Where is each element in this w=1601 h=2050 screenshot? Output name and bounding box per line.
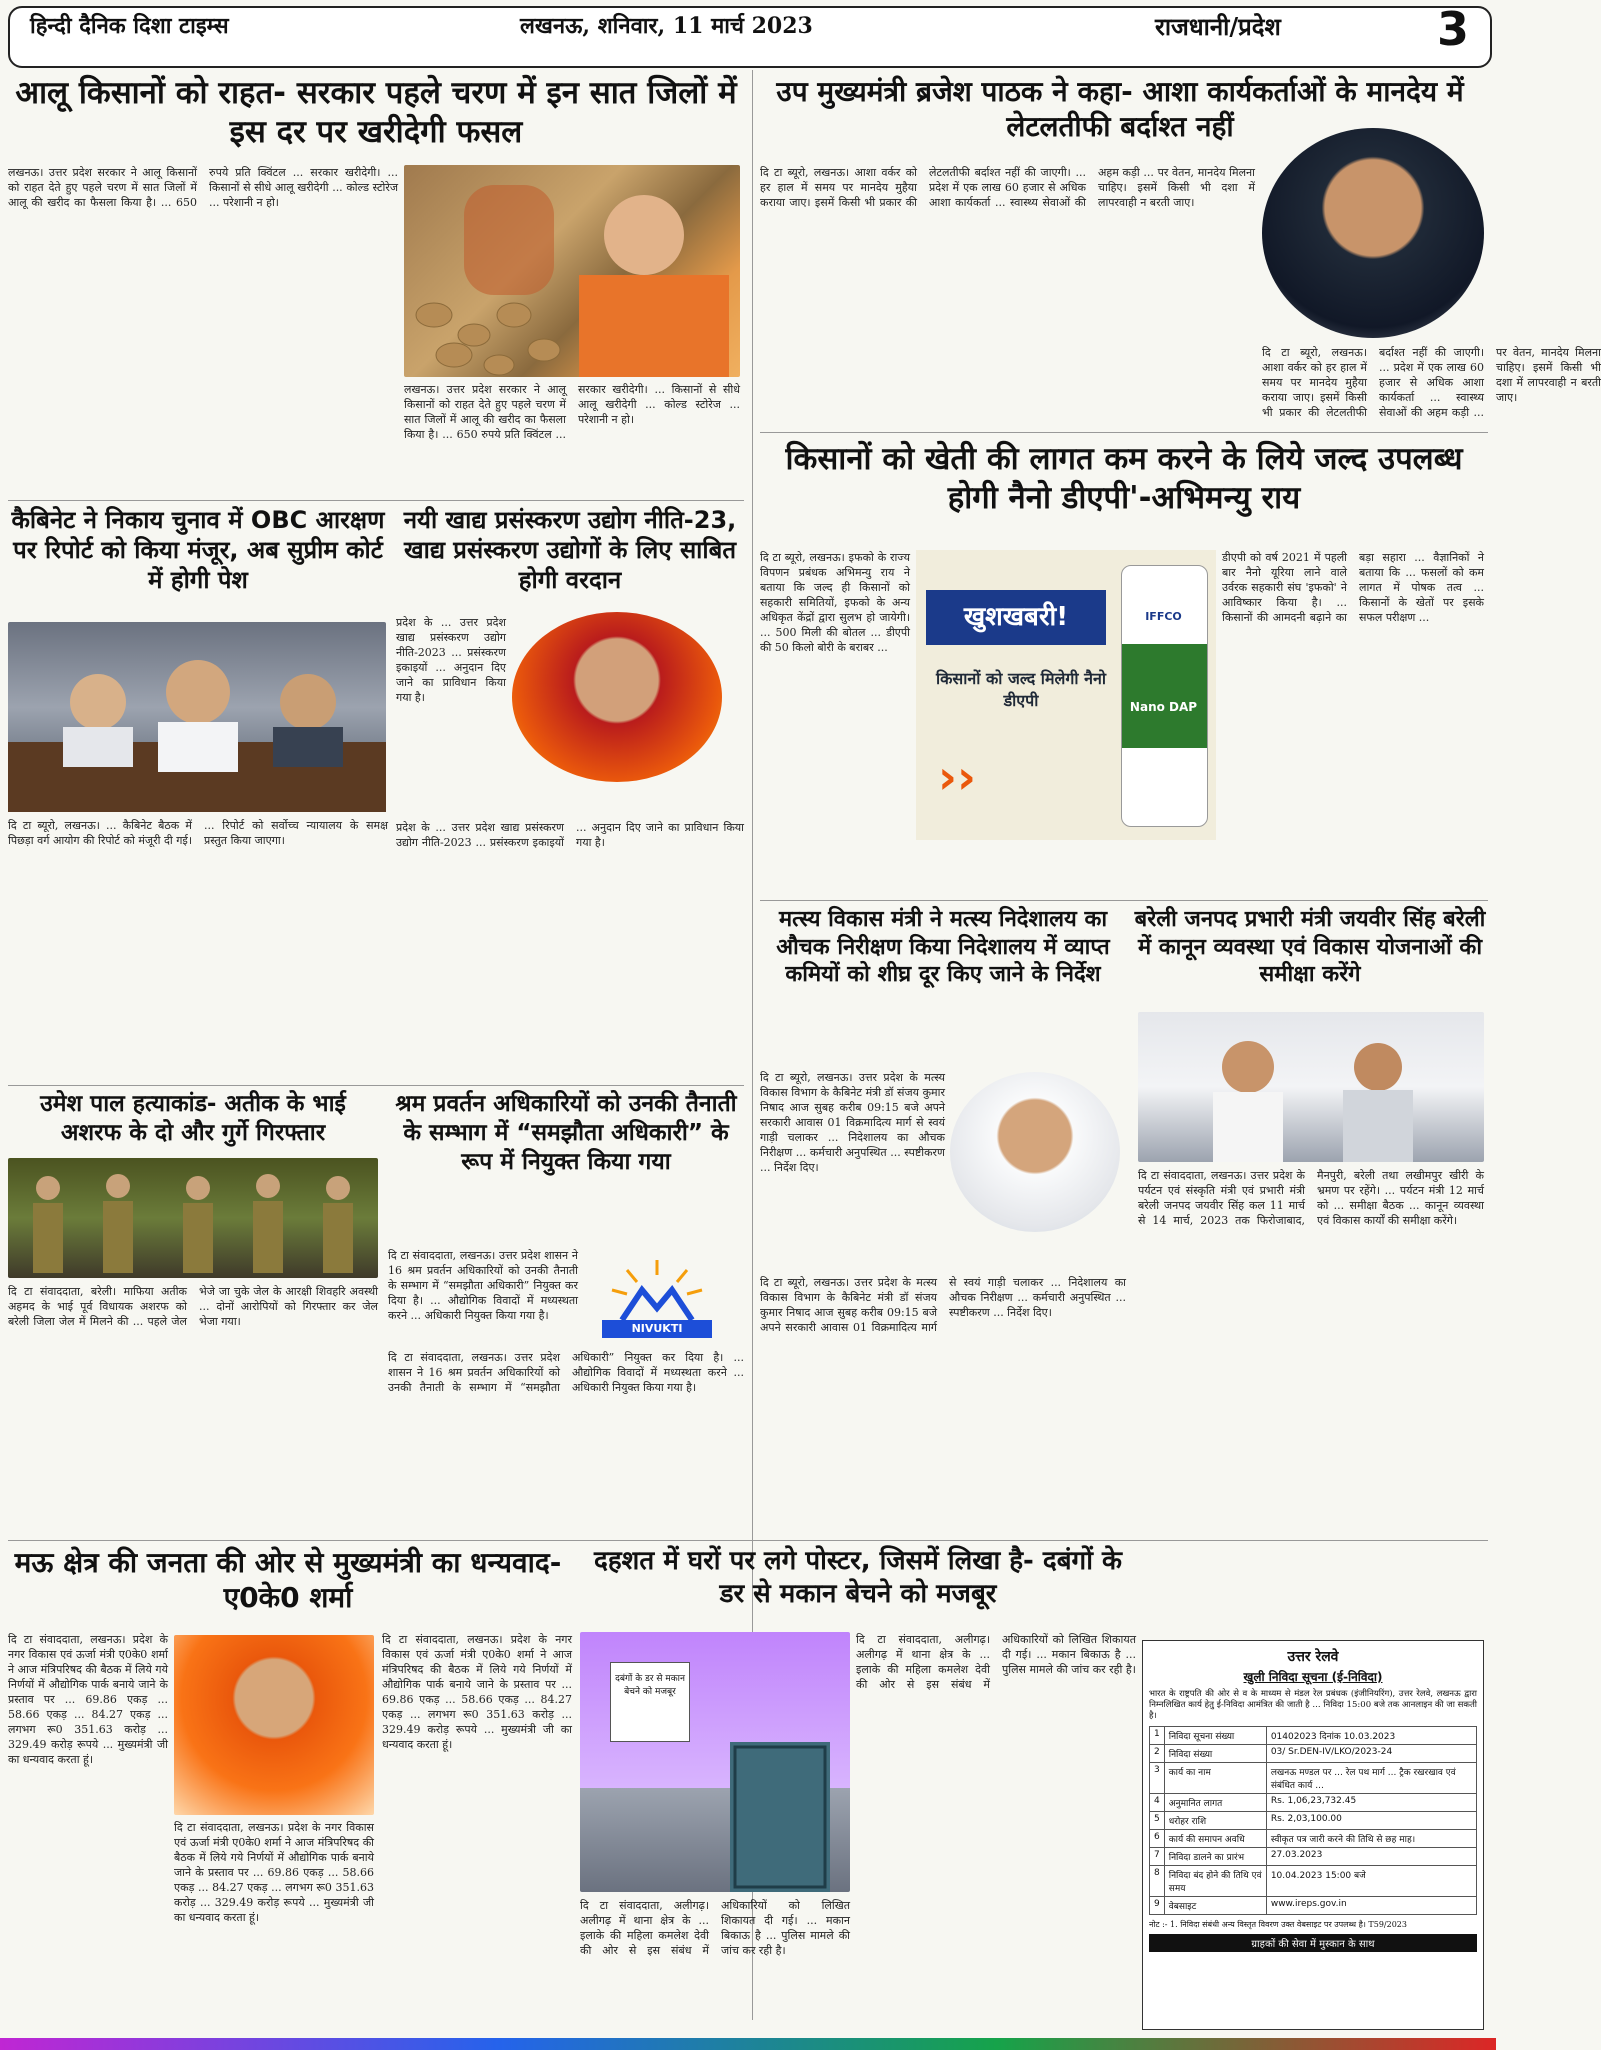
tender-cell-label: कार्य का नाम: [1164, 1763, 1266, 1794]
tender-cell-value: Rs. 1,06,23,732.45: [1266, 1794, 1476, 1812]
fisheries-body: दि टा ब्यूरो, लखनऊ। उत्तर प्रदेश के मत्स्य विकास विभाग के कैबिनेट मंत्री डॉ संजय कुमार निषाद आज सुबह करीब 09:15 बजे अपने सरकारी आवास 01 विक्रमादित्य मार्ग से स्वयं गाड़ी चलाकर ... निदेशालय का औचक निरीक्षण ... कर्मचारी अनुपस्थित ... स्पष्टीकरण ... निर्देश दिए।: [760, 1071, 945, 1174]
arrest-photo-art: [8, 1158, 378, 1278]
poster-wall-photo: [580, 1632, 850, 1892]
paper-name: हिन्दी दैनिक दिशा टाइम्स: [30, 13, 229, 39]
divider: [760, 900, 1488, 901]
potato-farmer-photo: [404, 165, 740, 377]
divider: [8, 1540, 1488, 1541]
potato-photo-art: [404, 165, 740, 377]
tender-row: [1150, 1794, 1477, 1812]
tender-org: उत्तर रेलवे: [1287, 1649, 1339, 1665]
brajesh-pathak-photo: [1262, 128, 1484, 338]
bottle-label: Nano DAP: [1129, 700, 1198, 714]
mau-body-right: दि टा संवाददाता, लखनऊ। प्रदेश के नगर विकास एवं ऊर्जा मंत्री ए0के0 शर्मा ने आज मंत्रिपरिषद की बैठक में लिये गये निर्णयों में औद्योगिक पार्क बनाये जाने के प्रस्ताव पर ... 69.86 एकड़ ... 58.66 एकड़ ... 84.27 एकड़ ... लगभग रू0 351.63 करोड़ ... 329.49 करोड़ रूपये ... मुख्यमंत्री जी का धन्यवाद करता हूं।: [382, 1633, 572, 1751]
section-name: राजधानी/प्रदेश: [1155, 12, 1281, 41]
tender-row: [1150, 1727, 1477, 1745]
tender-row: [1150, 1830, 1477, 1848]
tender-cell-value: लखनऊ मण्डल पर ... रेल पथ मार्ग ... ट्रैक रखरखाव एवं संबंधित कार्य ...: [1266, 1763, 1476, 1794]
date-line: लखनऊ, शनिवार, 11 मार्च 2023: [520, 13, 813, 39]
tender-row: [1150, 1812, 1477, 1830]
tender-cell-value: 01402023 दिनांक 10.03.2023: [1266, 1727, 1476, 1745]
umesh-pal-body: दि टा संवाददाता, बरेली। माफिया अतीक अहमद के भाई पूर्व विधायक अशरफ को बरेली जिला जेल में मिलने की ... पहले जेल भेजे जा चुके जेल के आरक्षी शिवहरि अवस्थी ... दोनों आरोपियों को गिरफ्तार कर जेल भेजा गया।: [8, 1285, 378, 1328]
tender-cell-label: निविदा सूचना संख्या: [1164, 1727, 1266, 1745]
tender-cell-no: 4: [1150, 1794, 1165, 1812]
bottle-brand: IFFCO: [1145, 610, 1182, 623]
deputy-cm-body: दि टा ब्यूरो, लखनऊ। आशा वर्कर को हर हाल में समय पर मानदेय मुहैया कराया जाए। इसमें किसी भी प्रकार की लेटलतीफी बर्दाश्त नहीं की जाएगी। ... प्रदेश में एक लाख 60 हजार से अधिक आशा कार्यकर्ता ... स्वास्थ्य सेवाओं की अहम कड़ी ... पर वेतन, मानदेय मिलना चाहिए। इसमें किसी भी दशा में लापरवाही न बरती जाए।: [760, 166, 1255, 209]
fisheries-minister-photo: [950, 1072, 1120, 1232]
tender-cell-value: 03/ Sr.DEN-IV/LKO/2023-24: [1266, 1745, 1476, 1763]
potato-body-cont: लखनऊ। उत्तर प्रदेश सरकार ने आलू किसानों को राहत देते हुए पहले चरण में सात जिलों में आलू की खरीद का फैसला किया है। ... 650 रुपये प्रति क्विंटल ... सरकार खरीदेगी। ... किसानों से सीधे आलू खरीदेगी ... कोल्ड स्टोरेज ... परेशानी न हो।: [404, 383, 740, 441]
food-policy-body: प्रदेश के ... उत्तर प्रदेश खाद्य प्रसंस्करण उद्योग नीति-2023 ... प्रसंस्करण इकाइयों ... अनुदान दिए जाने का प्राविधान किया गया है।: [396, 616, 506, 704]
tender-table: [1149, 1726, 1477, 1915]
mau-body-cont: दि टा संवाददाता, लखनऊ। प्रदेश के नगर विकास एवं ऊर्जा मंत्री ए0के0 शर्मा ने आज मंत्रिपरिषद की बैठक में लिये गये निर्णयों में औद्योगिक पार्क बनाये जाने के प्रस्ताव पर ... 69.86 एकड़ ... 58.66 एकड़ ... 84.27 एकड़ ... लगभग रू0 351.63 करोड़ ... 329.49 करोड़ रूपये ... मुख्यमंत्री जी का धन्यवाद करता हूं।: [174, 1821, 374, 1924]
tender-cell-no: 1: [1150, 1727, 1165, 1745]
tender-cell-no: 2: [1150, 1745, 1165, 1763]
cm-yogi-photo: [174, 1635, 374, 1815]
tender-row: [1150, 1866, 1477, 1897]
arrest-photo: [8, 1158, 378, 1278]
bareilly-photo-art: [1138, 1012, 1484, 1162]
labour-body: दि टा संवाददाता, लखनऊ। उत्तर प्रदेश शासन ने 16 श्रम प्रवर्तन अधिकारियों को उनकी तैनाती के सम्भाग में “समझौता अधिकारी” नियुक्त कर दिया है। ... औद्योगिक विवादों में मध्यस्थता करने ... अधिकारी नियुक्त किया गया है।: [388, 1249, 578, 1322]
poster-headline: दहशत में घरों पर लगे पोस्टर, जिसमें लिखा है- दबंगों के डर से मकान बेचने को मजबूर: [594, 1546, 1122, 1609]
railway-tender-notice: [1142, 1640, 1484, 2030]
tender-cell-no: 3: [1150, 1763, 1165, 1794]
potato-body: लखनऊ। उत्तर प्रदेश सरकार ने आलू किसानों को राहत देते हुए पहले चरण में सात जिलों में आलू की खरीद का फैसला किया है। ... 650 रुपये प्रति क्विंटल ... सरकार खरीदेगी। ... किसानों से सीधे आलू खरीदेगी ... कोल्ड स्टोरेज ... परेशानी न हो।: [8, 166, 398, 209]
page-number: 3: [1437, 2, 1470, 56]
cabinet-photo-art: [8, 622, 386, 812]
tender-row: [1150, 1745, 1477, 1763]
minister-portrait: [512, 612, 722, 782]
nano-dap-bottle: [1121, 565, 1208, 827]
tender-cell-no: 5: [1150, 1812, 1165, 1830]
nano-dap-body-left: दि टा ब्यूरो, लखनऊ। इफको के राज्य विपणन प्रबंधक अभिमन्यु राय ने बताया कि जल्द ही किसानों को सहकारी समितियों, इफको के अन्य अधिकृत केंद्रों द्वारा सुलभ हो जायेगी। ... 500 मिली की बोतल ... डीएपी की 50 किलो बोरी के बराबर ...: [760, 551, 910, 654]
ad-good-news: खुशखबरी!: [926, 590, 1106, 645]
food-policy-headline: नयी खाद्य प्रसंस्करण उद्योग नीति-23, खाद्य प्रसंस्करण उद्योगों के लिए साबित होगी वरदान: [403, 506, 737, 594]
tender-footer: नोट :- 1. निविदा संबंधी अन्य विस्तृत विवरण उक्त वेबसाइट पर उपलब्ध है। T59/2023: [1149, 1920, 1407, 1929]
tender-cell-label: कार्य की समापन अवधि: [1164, 1830, 1266, 1848]
jaiveer-singh-photo: [1138, 1012, 1484, 1162]
tender-intro: भारत के राष्ट्रपति की ओर से व के माध्यम से मंडल रेल प्रबंधक (इंजीनियरिंग), उत्तर रेलवे, लखनऊ द्वारा निम्नलिखित कार्य हेतु ई-निविदा आमंत्रित की जाती है ... निविदा 15:00 बजे तक आनलाइन की जा सकती है।: [1149, 1689, 1477, 1721]
tender-cell-label: वेबसाइट: [1164, 1897, 1266, 1915]
chevron-right-icon: ››: [938, 750, 976, 804]
tender-title: खुली निविदा सूचना (ई-निविदा): [1243, 1670, 1383, 1684]
deputy-cm-body-cont: दि टा ब्यूरो, लखनऊ। आशा वर्कर को हर हाल में समय पर मानदेय मुहैया कराया जाए। इसमें किसी भी प्रकार की लेटलतीफी बर्दाश्त नहीं की जाएगी। ... प्रदेश में एक लाख 60 हजार से अधिक आशा कार्यकर्ता ... स्वास्थ्य सेवाओं की अहम कड़ी ... पर वेतन, मानदेय मिलना चाहिए। इसमें किसी भी दशा में लापरवाही न बरती जाए।: [1262, 346, 1601, 419]
tender-cell-value: Rs. 2,03,100.00: [1266, 1812, 1476, 1830]
potato-headline: आलू किसानों को राहत- सरकार पहले चरण में इन सात जिलों में इस दर पर खरीदेगी फसल: [15, 75, 737, 150]
nano-dap-headline: किसानों को खेती की लागत कम करने के लिये जल्द उपलब्ध होगी नैनो डीएपी'-अभिमन्यु राय: [785, 441, 1463, 516]
obc-body: दि टा ब्यूरो, लखनऊ। ... कैबिनेट बैठक में पिछड़ा वर्ग आयोग की रिपोर्ट को मंजूरी दी गई। ... रिपोर्ट को सर्वोच्च न्यायालय के समक्ष प्रस्तुत किया जाएगा।: [8, 819, 388, 847]
tender-cell-label: अनुमानित लागत: [1164, 1794, 1266, 1812]
tender-cell-label: निविदा डालने का प्रारंभ: [1164, 1848, 1266, 1866]
tender-cell-no: 8: [1150, 1866, 1165, 1897]
fisheries-headline: मत्स्य विकास मंत्री ने मत्स्य निदेशालय का औचक निरीक्षण किया निदेशालय में व्याप्त कमियों को शीघ्र दूर किए जाने के निर्देश: [776, 907, 1110, 987]
tender-cell-label: निविदा बंद होने की तिथि एवं समय: [1164, 1866, 1266, 1897]
labour-headline: श्रम प्रवर्तन अधिकारियों को उनकी तैनाती के सम्भाग में “समझौता अधिकारी” के रूप में नियुक्त किया गया: [395, 1091, 737, 1175]
food-policy-body-cont: प्रदेश के ... उत्तर प्रदेश खाद्य प्रसंस्करण उद्योग नीति-2023 ... प्रसंस्करण इकाइयों ... अनुदान दिए जाने का प्राविधान किया गया है।: [396, 821, 744, 849]
tender-cell-value: स्वीकृत पत्र जारी करने की तिथि से छह माह।: [1266, 1830, 1476, 1848]
divider: [8, 1085, 744, 1086]
tender-row: [1150, 1763, 1477, 1794]
tender-cell-label: निविदा संख्या: [1164, 1745, 1266, 1763]
poster-body: दि टा संवाददाता, अलीगढ़। अलीगढ़ में थाना क्षेत्र के ... इलाके की महिला कमलेश देवी की ओर से इस संबंध में अधिकारियों को लिखित शिकायत दी गई। ... मकान बिकाऊ है ... पुलिस मामले की जांच कर रही है।: [856, 1633, 1136, 1691]
labour-body-cont: दि टा संवाददाता, लखनऊ। उत्तर प्रदेश शासन ने 16 श्रम प्रवर्तन अधिकारियों को उनकी तैनाती के सम्भाग में “समझौता अधिकारी” नियुक्त कर दिया है। ... औद्योगिक विवादों में मध्यस्थता करने ... अधिकारी नियुक्त किया गया है।: [388, 1351, 744, 1394]
nano-dap-ad: [916, 550, 1216, 840]
nano-dap-body-right: डीएपी को वर्ष 2021 में पहली बार नैनो यूरिया लाने वाले उर्वरक सहकारी संघ 'इफको' ने आविष्कार किया है। ... किसानों की आमदनी बढ़ाने का बड़ा सहारा ... वैज्ञानिकों ने बताया कि ... फसलों को कम लागत में पोषक तत्व ... किसानों के खेतों पर इसके सफल परीक्षण ...: [1222, 551, 1484, 624]
obc-headline: कैबिनेट ने निकाय चुनाव में OBC आरक्षण पर रिपोर्ट को किया मंजूर, अब सुप्रीम कोर्ट में होगी पेश: [11, 506, 385, 594]
tender-cell-value: 27.03.2023: [1266, 1848, 1476, 1866]
tender-cell-label: धरोहर राशि: [1164, 1812, 1266, 1830]
divider: [760, 432, 1488, 433]
poster-sign: दबंगों के डर से मकान बेचने को मजबूर: [610, 1662, 690, 1742]
mau-body: दि टा संवाददाता, लखनऊ। प्रदेश के नगर विकास एवं ऊर्जा मंत्री ए0के0 शर्मा ने आज मंत्रिपरिषद की बैठक में लिये गये निर्णयों में औद्योगिक पार्क बनाये जाने के प्रस्ताव पर ... 69.86 एकड़ ... 58.66 एकड़ ... 84.27 एकड़ ... लगभग रू0 351.63 करोड़ ... 329.49 करोड़ रूपये ... मुख्यमंत्री जी का धन्यवाद करता हूं।: [8, 1633, 168, 1766]
nivukti-label: NIVUKTI: [631, 1322, 683, 1335]
bottom-color-bar: [0, 2038, 1496, 2050]
tender-cell-value: www.ireps.gov.in: [1266, 1897, 1476, 1915]
fisheries-body-cont: दि टा ब्यूरो, लखनऊ। उत्तर प्रदेश के मत्स्य विकास विभाग के कैबिनेट मंत्री डॉ संजय कुमार निषाद आज सुबह करीब 09:15 बजे अपने सरकारी आवास 01 विक्रमादित्य मार्ग से स्वयं गाड़ी चलाकर ... निदेशालय का औचक निरीक्षण ... कर्मचारी अनुपस्थित ... स्पष्टीकरण ... निर्देश दिए।: [760, 1276, 1126, 1334]
tender-cell-no: 7: [1150, 1848, 1165, 1866]
tender-row: [1150, 1897, 1477, 1915]
nivukti-logo: [582, 1250, 732, 1340]
tender-row: [1150, 1848, 1477, 1866]
tender-cell-no: 6: [1150, 1830, 1165, 1848]
mau-headline: मऊ क्षेत्र की जनता की ओर से मुख्यमंत्री का धन्यवाद- ए0के0 शर्मा: [14, 1546, 562, 1614]
tender-cell-no: 9: [1150, 1897, 1165, 1915]
ad-tagline: किसानों को जल्द मिलेगी नैनो डीएपी: [935, 669, 1106, 710]
deputy-cm-headline: उप मुख्यमंत्री ब्रजेश पाठक ने कहा- आशा कार्यकर्ताओं के मानदेय में लेटलतीफी बर्दाश्त नहीं: [776, 75, 1464, 143]
bareilly-headline: बरेली जनपद प्रभारी मंत्री जयवीर सिंह बरेली में कानून व्यवस्था एवं विकास योजनाओं की समीक्षा करेंगे: [1134, 907, 1486, 987]
cabinet-press-photo: [8, 622, 386, 812]
poster-body-cont: दि टा संवाददाता, अलीगढ़। अलीगढ़ में थाना क्षेत्र के ... इलाके की महिला कमलेश देवी की ओर से इस संबंध में अधिकारियों को लिखित शिकायत दी गई। ... मकान बिकाऊ है ... पुलिस मामले की जांच कर रही है।: [580, 1899, 850, 1957]
tender-cell-value: 10.04.2023 15:00 बजे: [1266, 1866, 1476, 1897]
tender-bottom-tag: ग्राहकों की सेवा में मुस्कान के साथ: [1149, 1934, 1477, 1952]
bareilly-body: दि टा संवाददाता, लखनऊ। उत्तर प्रदेश के पर्यटन एवं संस्कृति मंत्री एवं प्रभारी मंत्री बरेली जनपद जयवीर सिंह कल 11 मार्च से 14 मार्च, 2023 तक फिरोजाबाद, मैनपुरी, बरेली तथा लखीमपुर खीरी के भ्रमण पर रहेंगे। ... पर्यटन मंत्री 12 मार्च को ... समीक्षा बैठक ... कानून व्यवस्था एवं विकास कार्यों की समीक्षा करेंगे।: [1138, 1169, 1484, 1227]
umesh-pal-headline: उमेश पाल हत्याकांड- अतीक के भाई अशरफ के दो और गुर्गे गिरफ्तार: [40, 1091, 346, 1146]
divider: [8, 500, 744, 501]
